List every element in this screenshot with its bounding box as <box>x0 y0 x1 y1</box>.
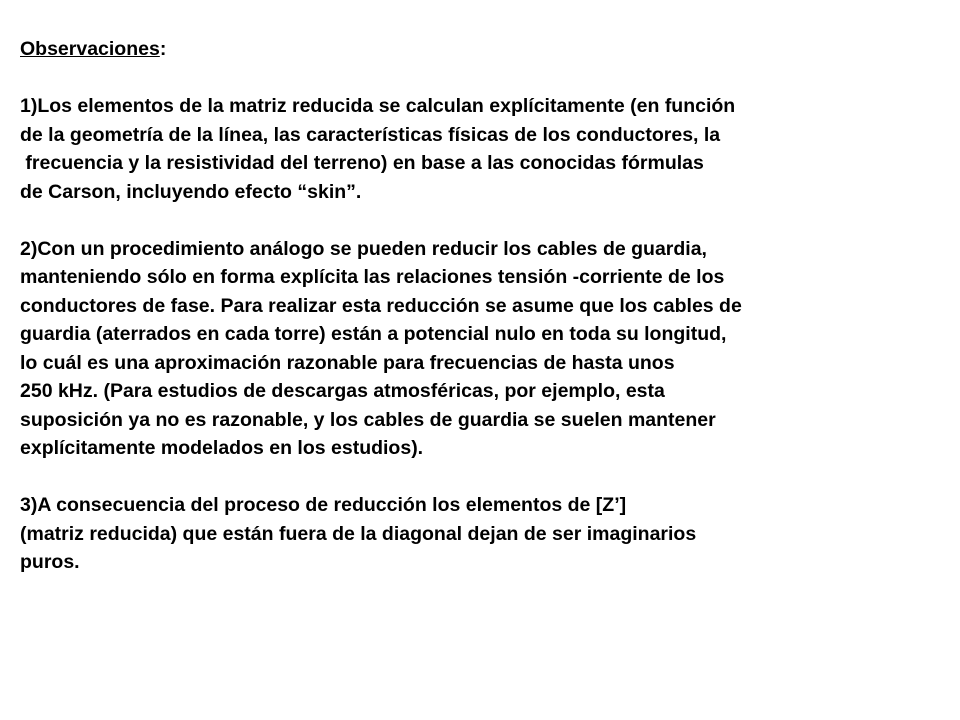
spacer <box>20 463 950 492</box>
observation-1-line-2: de la geometría de la línea, las características físicas de los conductores, la <box>20 123 721 146</box>
observation-1-line-4: de Carson, incluyendo efecto “skin”. <box>20 180 362 203</box>
observation-2-line-7: suposición ya no es razonable, y los cables de guardia se suelen mantener <box>20 408 716 431</box>
observation-2-line-4: guardia (aterrados en cada torre) están a potencial nulo en toda su longitud, <box>20 323 727 345</box>
observation-3-line-2: (matriz reducida) que están fuera de la diagonal dejan de ser imaginarios <box>20 522 697 545</box>
observation-item-1 <box>20 92 950 206</box>
spacer <box>20 206 950 235</box>
observation-item-3 <box>20 491 950 577</box>
observation-2-line-5: lo cuál es una aproximación razonable para frecuencias de hasta unos <box>20 351 675 374</box>
observation-2-line-3: conductores de fase. Para realizar esta reducción se asume que los cables de <box>20 294 742 317</box>
observations-heading-label: Observaciones <box>20 38 160 60</box>
observations-text <box>20 35 950 577</box>
observations-heading-colon: : <box>159 38 167 60</box>
observation-3-line-1: 3)A consecuencia del proceso de reducción los elementos de [Z’] <box>20 494 627 516</box>
observations-heading <box>20 35 950 64</box>
observation-2-line-2: manteniendo sólo en forma explícita las relaciones tensión -corriente de los <box>20 266 725 288</box>
observation-2-line-6: 250 kHz. (Para estudios de descargas atmosféricas, por ejemplo, esta <box>20 380 665 402</box>
observation-2-line-8: explícitamente modelados en los estudios). <box>20 437 424 459</box>
observation-3-line-3: puros. <box>20 551 80 573</box>
spacer <box>20 64 950 93</box>
observation-item-2 <box>20 235 950 463</box>
observation-1-line-1: 1)Los elementos de la matriz reducida se calculan explícitamente (en función <box>20 95 736 117</box>
observation-2-line-1: 2)Con un procedimiento análogo se pueden reducir los cables de guardia, <box>20 237 707 260</box>
observation-1-line-3: frecuencia y la resistividad del terreno) en base a las conocidas fórmulas <box>20 152 704 174</box>
